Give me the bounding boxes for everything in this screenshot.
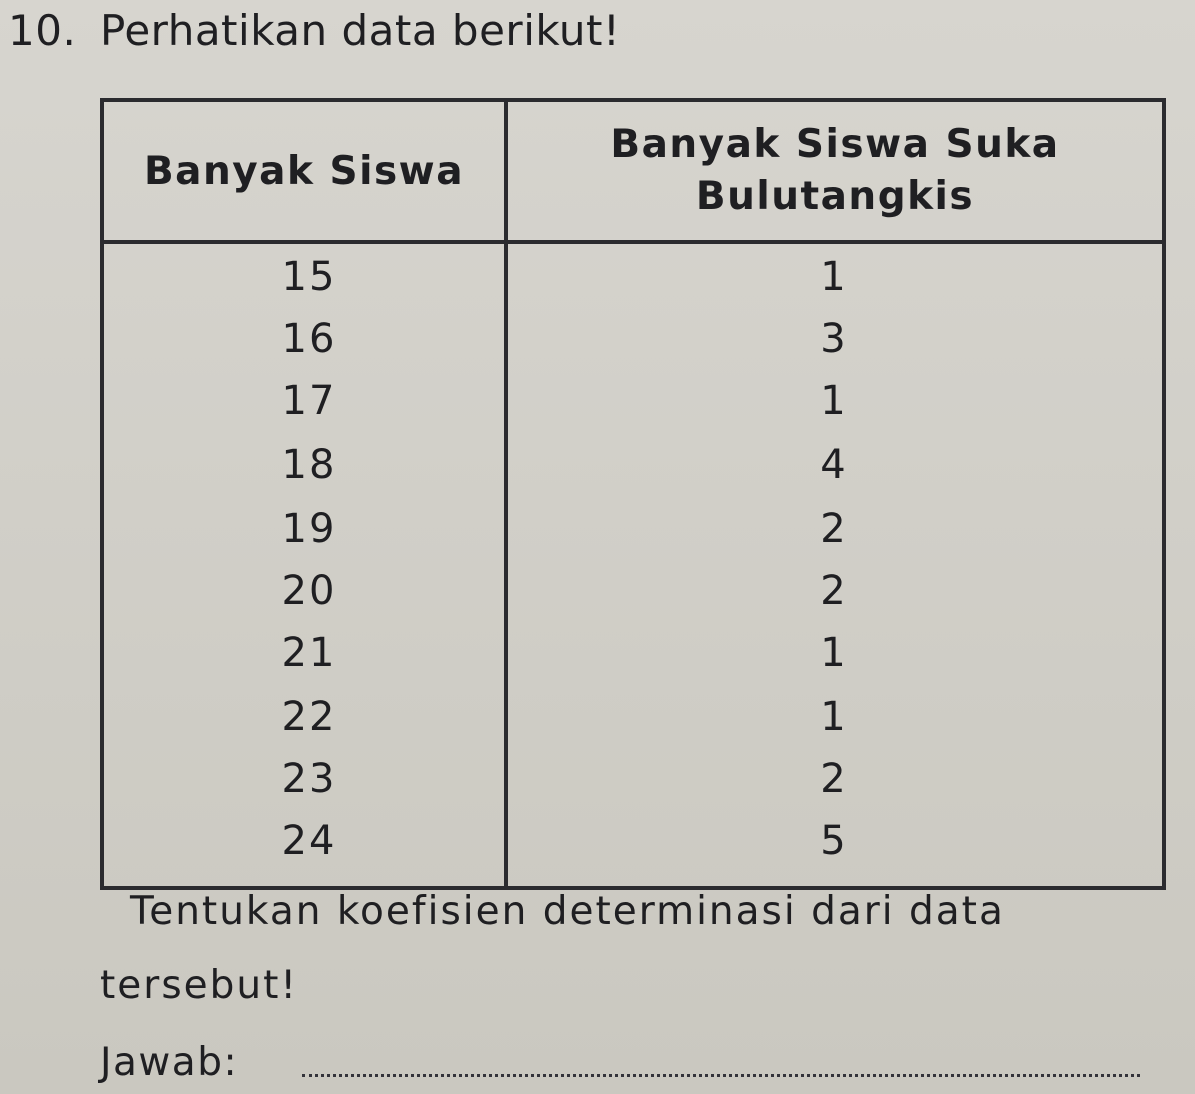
table-header-row [104,102,1162,244]
cell-banyak-siswa: 21 [281,630,337,676]
cell-banyak-siswa: 19 [281,506,337,552]
cell-suka-bulutangkis: 4 [820,442,848,488]
answer-area [100,1040,1140,1085]
table-row [104,568,1162,630]
cell-banyak-siswa: 24 [281,818,337,864]
cell-suka-bulutangkis: 2 [820,568,848,614]
table-row [104,694,1162,756]
cell-banyak-siswa: 15 [281,254,337,300]
header-suka-line2: Bulutangkis [695,174,975,219]
question-prompt: Perhatikan data berikut! [100,6,621,55]
cell-suka-bulutangkis: 1 [820,378,848,424]
table-row [104,818,1162,880]
cell-suka-bulutangkis: 1 [820,254,848,300]
table-row [104,378,1162,440]
answer-label: Jawab: [100,1040,239,1085]
cell-banyak-siswa: 20 [281,568,337,614]
cell-banyak-siswa: 17 [281,378,337,424]
header-suka-line1: Banyak Siswa Suka [610,122,1060,167]
question-heading [8,6,620,55]
table-row [104,756,1162,818]
instruction-line-1: Tentukan koefisien determinasi dari data [130,889,1005,934]
cell-banyak-siswa: 16 [281,316,337,362]
header-banyak-siswa: Banyak Siswa [143,148,465,194]
answer-blank-line[interactable] [302,1070,1140,1077]
cell-suka-bulutangkis: 3 [820,316,848,362]
question-number: 10. [8,6,77,55]
cell-suka-bulutangkis: 2 [820,756,848,802]
instruction-text [100,888,1180,1010]
table-body [104,250,1162,880]
cell-banyak-siswa: 18 [281,442,337,488]
data-table [100,98,1166,890]
table-row [104,442,1162,504]
header-suka-bulutangkis [508,102,1162,240]
cell-suka-bulutangkis: 2 [820,506,848,552]
instruction-line-2: tersebut! [100,963,299,1008]
cell-banyak-siswa: 22 [281,694,337,740]
table-row [104,506,1162,568]
table-row [104,316,1162,378]
cell-suka-bulutangkis: 1 [820,630,848,676]
table-row [104,254,1162,316]
table-row [104,630,1162,692]
cell-suka-bulutangkis: 5 [820,818,848,864]
cell-banyak-siswa: 23 [281,756,337,802]
cell-suka-bulutangkis: 1 [820,694,848,740]
